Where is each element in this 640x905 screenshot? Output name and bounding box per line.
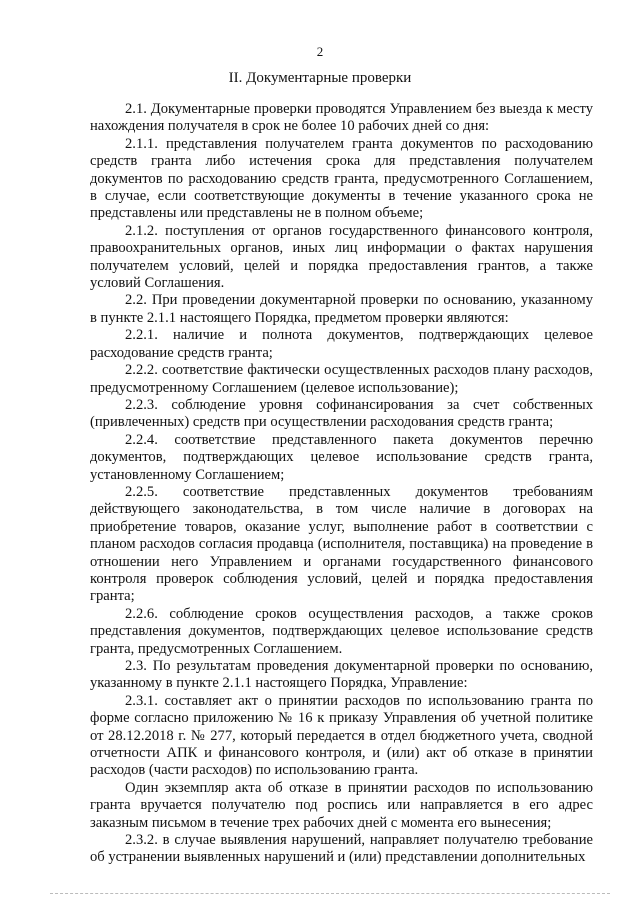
paragraph-2-2-6: 2.2.6. соблюдение сроков осуществления расходов, а также сроков представления документов, подтверждающих целевое использование средств гранта, предусмотренных Соглашением. bbox=[90, 605, 593, 657]
section-title: II. Документарные проверки bbox=[228, 70, 412, 86]
page-bottom-rule bbox=[50, 893, 610, 894]
paragraph-2-1-1: 2.1.1. представления получателем гранта документов по расходованию средств гранта либо истечения срока для представления получателем документов по расходованию средств гранта, предусмотренного Соглашением, в случае, если соответствующие документы в течение указанного срока не представлены или представлены не в полном объеме; bbox=[90, 135, 593, 222]
paragraph-2-2-4: 2.2.4. соответствие представленного пакета документов перечню документов, подтверждающих целевое использование средств гранта, установленному Соглашением; bbox=[90, 431, 593, 483]
paragraph-2-3: 2.3. По результатам проведения документарной проверки по основанию, указанному в пункте 2.1.1 настоящего Порядка, Управление: bbox=[90, 658, 593, 692]
document-body bbox=[90, 101, 593, 867]
paragraph-act-copy: Один экземпляр акта об отказе в принятии расходов по использованию гранта вручается получателю под роспись или направляется в его адрес заказным письмом в течение трех рабочих дней с момента его вынесения; bbox=[90, 779, 593, 831]
paragraph-2-3-2: 2.3.2. в случае выявления нарушений, направляет получателю требование об устранении выявленных нарушений и (или) представлении дополнительных bbox=[90, 832, 593, 866]
paragraph-2-2-3: 2.2.3. соблюдение уровня софинансирования за счет собственных (привлеченных) средств при осуществлении расходования средств гранта; bbox=[90, 396, 593, 431]
paragraph-2-2-5: 2.2.5. соответствие представленных документов требованиям действующего законодательства, в том числе наличие в договорах на приобретение товаров, оказание услуг, выполнение работ в соответствии с планом расходов согласия продавца (исполнителя, поставщика) на проведение в отношении него Управлением и органами государственного финансового контроля проверок соблюдения условий, целей и порядка предоставления гранта; bbox=[90, 483, 593, 605]
paragraph-2-3-1: 2.3.1. составляет акт о принятии расходов по использованию гранта по форме согласно приложению № 16 к приказу Управления об учетной политике от 28.12.2018 г. № 277, который передается в отдел бюджетного учета, сводной отчетности АПК и финансового контроля, и (или) акт об отказе в принятии расходов (части расходов) по использованию гранта. bbox=[90, 692, 593, 779]
paragraph-2-2-2: 2.2.2. соответствие фактически осуществленных расходов плану расходов, предусмотренному Соглашением (целевое использование); bbox=[90, 362, 593, 396]
paragraph-2-2: 2.2. При проведении документарной проверки по основанию, указанному в пункте 2.1.1 настоящего Порядка, предметом проверки являются: bbox=[90, 292, 593, 326]
paragraph-2-1-2: 2.1.2. поступления от органов государственного финансового контроля, правоохранительных органов, иных лиц информации о фактах нарушения получателем условий, целей и порядка предоставления грантов, а также условий Соглашения. bbox=[90, 222, 593, 292]
paragraph-2-2-1: 2.2.1. наличие и полнота документов, подтверждающих целевое расходование средств гранта; bbox=[90, 327, 593, 361]
paragraph-2-1: 2.1. Документарные проверки проводятся Управлением без выезда к месту нахождения получателя в срок не более 10 рабочих дней со дня: bbox=[90, 101, 593, 135]
page-number: 2 bbox=[316, 44, 324, 59]
